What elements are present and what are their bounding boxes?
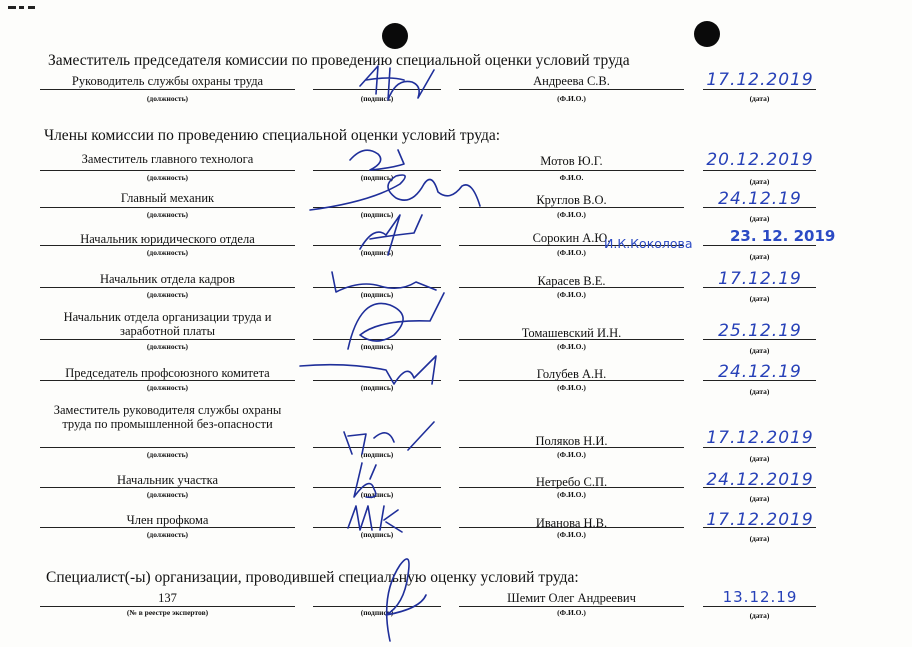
signature-image <box>320 285 460 360</box>
signature-caption: (подпись) <box>360 290 394 299</box>
date-caption: (дата) <box>749 454 770 463</box>
position-line <box>40 487 295 488</box>
fio-text: Мотов Ю.Г. <box>540 154 603 168</box>
fio-caption: (Ф.И.О.) <box>557 94 586 103</box>
date-line <box>703 207 816 208</box>
position-line <box>40 447 295 448</box>
signature-caption: (подпись) <box>360 608 394 617</box>
date-text: 17.12.2019 <box>706 70 814 90</box>
position-text: Начальник юридического отдела <box>80 232 255 246</box>
position-line <box>40 527 295 528</box>
position-caption: (должность) <box>146 490 189 499</box>
position-text: Начальник отдела организации труда и заработной платы <box>63 310 272 338</box>
date-text: 24.12.2019 <box>706 470 814 490</box>
chair-heading: Заместитель председателя комиссии по проведению специальной оценки условий труда <box>48 52 630 69</box>
fio-caption: (Ф.И.О.) <box>557 248 586 257</box>
date-text: 25.12.19 <box>718 321 802 341</box>
position-caption: (должность) <box>146 530 189 539</box>
fio-caption: (Ф.И.О.) <box>557 530 586 539</box>
signature-caption: (подпись) <box>360 383 394 392</box>
fio-line <box>459 380 684 381</box>
signature-caption: (подпись) <box>360 342 394 351</box>
date-line <box>703 89 816 90</box>
date-line <box>703 287 816 288</box>
date-text: 24.12.19 <box>718 189 802 209</box>
fio-line <box>459 527 684 528</box>
fio-text: Нетребо С.П. <box>535 475 608 489</box>
fio-caption: (Ф.И.О.) <box>557 608 586 617</box>
stamp-name: И.К.Коколова <box>604 236 693 251</box>
fio-caption: Ф.И.О. <box>559 173 584 182</box>
fio-text: Поляков Н.И. <box>535 434 608 448</box>
position-text: Руководитель службы охраны труда <box>71 74 264 88</box>
registry-line <box>40 606 295 607</box>
position-line <box>40 339 295 340</box>
date-line <box>703 170 816 171</box>
date-line <box>703 245 816 246</box>
date-caption: (дата) <box>749 346 770 355</box>
signature-caption: (подпись) <box>360 450 394 459</box>
position-line <box>40 287 295 288</box>
scan-mark <box>8 6 16 9</box>
fio-line <box>459 287 684 288</box>
date-text: 17.12.2019 <box>706 510 814 530</box>
position-text: Заместитель руководителя службы охраны труда по промышленной без-опасности <box>53 403 282 431</box>
specialist-heading: Специалист(-ы) организации, проводившей специальную оценку условий труда: <box>46 569 579 586</box>
fio-caption: (Ф.И.О.) <box>557 210 586 219</box>
position-text: Начальник участка <box>116 473 219 487</box>
signature-image <box>340 498 420 540</box>
position-caption: (должность) <box>146 210 189 219</box>
position-text: Член профкома <box>126 513 209 527</box>
date-line <box>703 487 816 488</box>
signature-image <box>290 350 450 390</box>
fio-line <box>459 606 684 607</box>
position-caption: (должность) <box>146 450 189 459</box>
date-line <box>703 527 816 528</box>
signature-caption: (подпись) <box>360 173 394 182</box>
position-caption: (должность) <box>146 342 189 351</box>
stamp-date: 23. 12. 2019 <box>730 227 836 245</box>
fio-line <box>459 339 684 340</box>
fio-caption: (Ф.И.О.) <box>557 490 586 499</box>
position-caption: (должность) <box>146 248 189 257</box>
signature-caption: (подпись) <box>360 210 394 219</box>
fio-text: Томашевский И.Н. <box>521 326 622 340</box>
date-text: 20.12.2019 <box>706 150 814 170</box>
fio-text: Сорокин А.Ю. <box>532 231 611 245</box>
date-caption: (дата) <box>749 387 770 396</box>
position-caption: (должность) <box>146 383 189 392</box>
position-text: Главный механик <box>120 191 215 205</box>
date-line <box>703 447 816 448</box>
signature-caption: (подпись) <box>360 94 394 103</box>
date-caption: (дата) <box>749 534 770 543</box>
signature-caption: (подпись) <box>360 530 394 539</box>
fio-caption: (Ф.И.О.) <box>557 342 586 351</box>
scan-mark <box>28 6 35 9</box>
signature-image <box>360 545 440 645</box>
position-text: Начальник отдела кадров <box>100 272 235 286</box>
registry-caption: (№ в реестре экспертов) <box>126 608 209 617</box>
position-caption: (должность) <box>146 290 189 299</box>
signature-image <box>330 58 460 108</box>
punch-hole <box>382 23 408 49</box>
date-caption: (дата) <box>749 252 770 261</box>
fio-text: Круглов В.О. <box>536 193 607 207</box>
punch-hole <box>694 21 720 47</box>
date-text: 17.12.19 <box>718 269 802 289</box>
position-line <box>40 380 295 381</box>
fio-text: Андреева С.В. <box>533 74 610 88</box>
fio-line <box>459 207 684 208</box>
fio-text: Голубев А.Н. <box>536 367 607 381</box>
fio-caption: (Ф.И.О.) <box>557 450 586 459</box>
fio-text: Карасев В.Е. <box>537 274 606 288</box>
fio-caption: (Ф.И.О.) <box>557 290 586 299</box>
scan-mark <box>19 6 24 9</box>
date-line <box>703 606 816 607</box>
date-text: 13.12.19 <box>722 588 798 606</box>
position-line <box>40 170 295 171</box>
fio-line <box>459 170 684 171</box>
registry-number: 137 <box>158 591 177 605</box>
signature-caption: (подпись) <box>360 490 394 499</box>
position-caption: (должность) <box>146 94 189 103</box>
signature-image <box>330 412 450 457</box>
date-line <box>703 380 816 381</box>
date-text: 17.12.2019 <box>706 428 814 448</box>
fio-caption: (Ф.И.О.) <box>557 383 586 392</box>
fio-line <box>459 89 684 90</box>
position-line <box>40 89 295 90</box>
fio-text: Иванова Н.В. <box>535 516 608 530</box>
position-caption: (должность) <box>146 173 189 182</box>
date-caption: (дата) <box>749 94 770 103</box>
date-line <box>703 339 816 340</box>
members-heading: Члены комиссии по проведению специальной оценки условий труда: <box>44 127 501 144</box>
date-caption: (дата) <box>749 214 770 223</box>
date-caption: (дата) <box>749 611 770 620</box>
signature-image <box>340 455 400 503</box>
position-text: Заместитель главного технолога <box>81 152 254 166</box>
date-caption: (дата) <box>749 177 770 186</box>
date-caption: (дата) <box>749 294 770 303</box>
signature-image <box>330 205 440 260</box>
fio-line <box>459 487 684 488</box>
position-line <box>40 245 295 246</box>
position-line <box>40 207 295 208</box>
specialist-name: Шемит Олег Андреевич <box>507 591 636 605</box>
position-text: Председатель профсоюзного комитета <box>65 366 270 380</box>
signature-caption: (подпись) <box>360 248 394 257</box>
date-text: 24.12.19 <box>718 362 802 382</box>
date-caption: (дата) <box>749 494 770 503</box>
fio-line <box>459 447 684 448</box>
